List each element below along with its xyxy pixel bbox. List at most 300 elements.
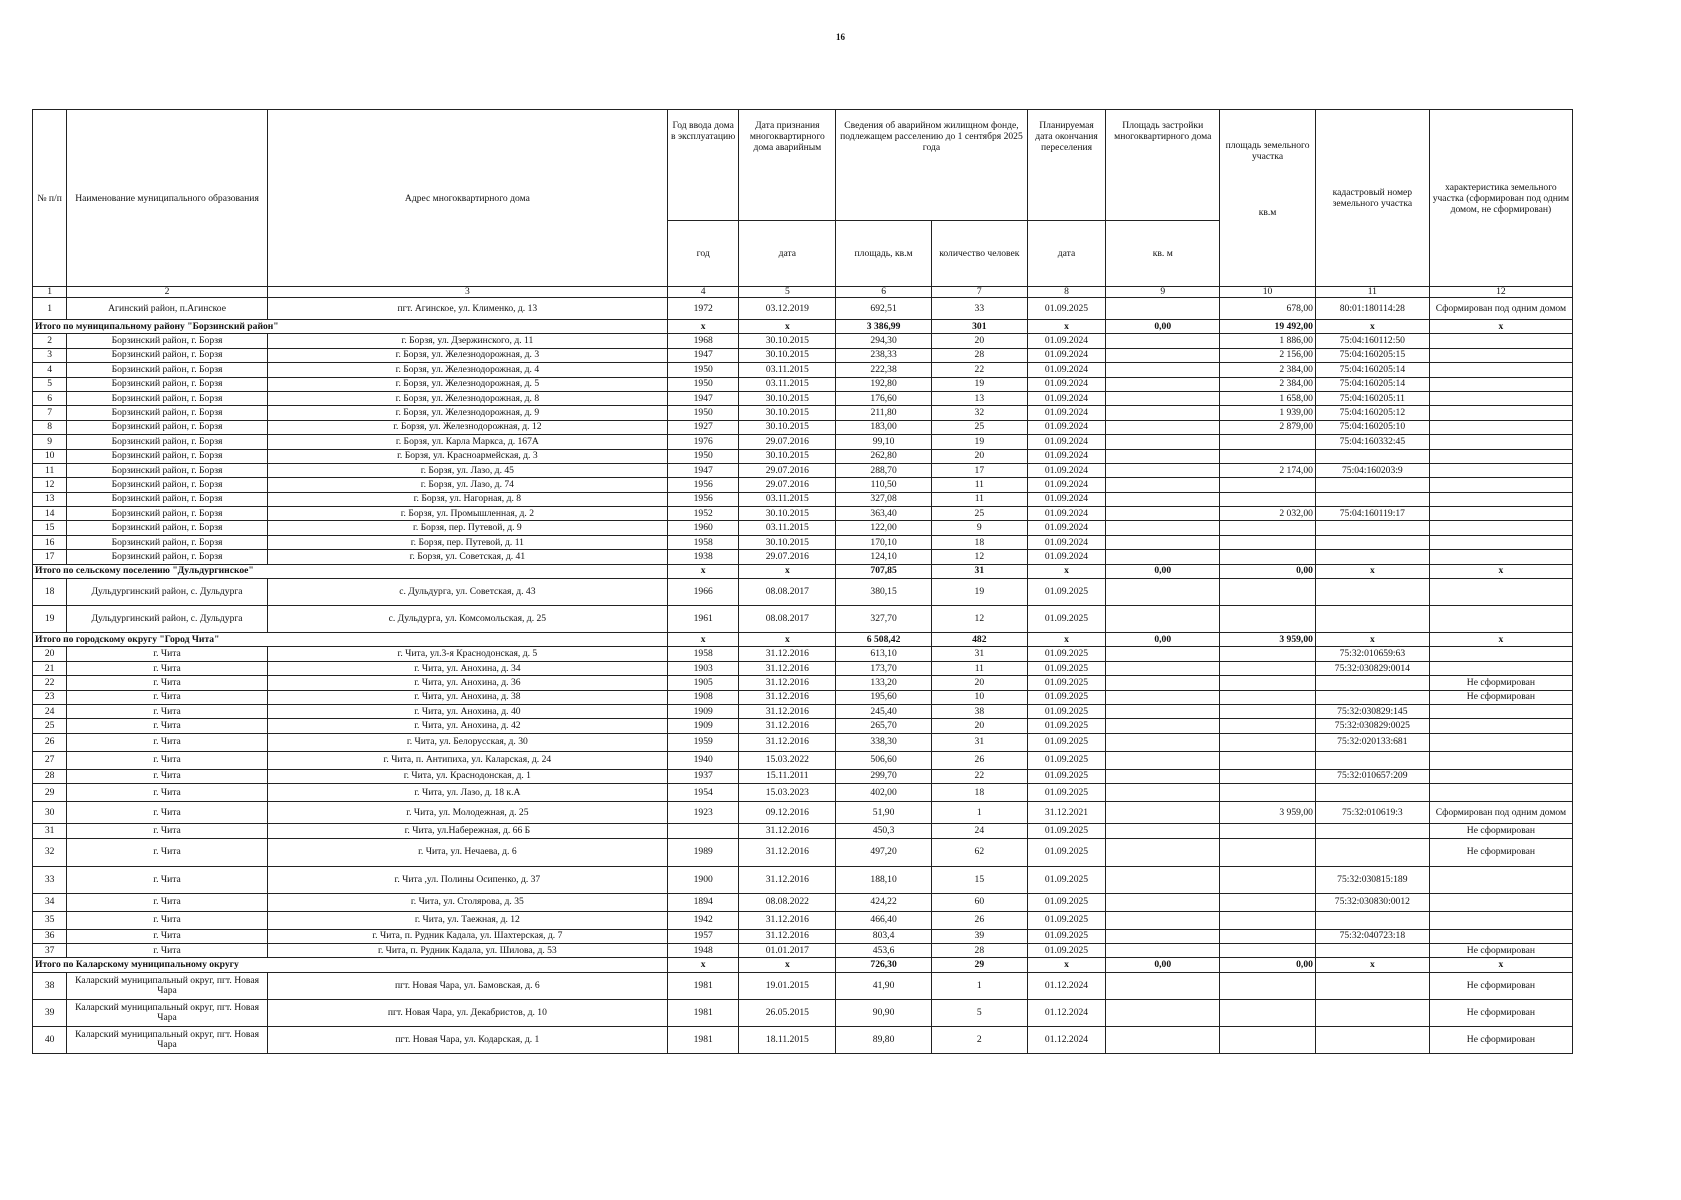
table-cell: 36 bbox=[33, 929, 67, 943]
table-cell bbox=[1429, 784, 1572, 802]
table-cell: 99,10 bbox=[836, 435, 932, 449]
table-cell: Борзинский район, г. Борзя bbox=[67, 363, 268, 377]
subtotal-cell: x bbox=[1315, 958, 1429, 972]
table-cell: 30.10.2015 bbox=[739, 449, 836, 463]
table-body bbox=[33, 298, 1573, 1054]
table-cell: 1950 bbox=[667, 363, 739, 377]
table-cell bbox=[1220, 866, 1316, 893]
table-cell: г. Чита, п. Рудник Кадала, ул. Шахтерская, д. 7 bbox=[267, 929, 667, 943]
table-cell: 1 bbox=[931, 972, 1027, 999]
table-cell: Не сформирован bbox=[1429, 1026, 1572, 1053]
table-cell: 110,50 bbox=[836, 478, 932, 492]
header-date-recognized: Дата признания многоквартирного дома аварийным bbox=[739, 110, 836, 221]
table-cell bbox=[1220, 661, 1316, 675]
table-cell: 14 bbox=[33, 507, 67, 521]
table-cell bbox=[1220, 492, 1316, 506]
table-cell bbox=[1106, 334, 1220, 348]
table-cell bbox=[1106, 733, 1220, 751]
table-cell: 170,10 bbox=[836, 535, 932, 549]
table-cell: Борзинский район, г. Борзя bbox=[67, 550, 268, 564]
table-cell bbox=[1315, 606, 1429, 633]
table-row bbox=[33, 1026, 1573, 1053]
table-cell: пгт. Новая Чара, ул. Кодарская, д. 1 bbox=[267, 1026, 667, 1053]
subtotal-cell: 301 bbox=[931, 320, 1027, 334]
table-cell: 613,10 bbox=[836, 647, 932, 661]
table-cell: 01.09.2024 bbox=[1027, 463, 1106, 477]
table-cell: Каларский муниципальный округ, пгт. Новая Чара bbox=[67, 1026, 268, 1053]
table-cell: 01.09.2024 bbox=[1027, 406, 1106, 420]
table-cell: 294,30 bbox=[836, 334, 932, 348]
table-cell bbox=[1220, 435, 1316, 449]
table-cell: 17 bbox=[33, 550, 67, 564]
table-cell: 40 bbox=[33, 1026, 67, 1053]
table-cell: Борзинский район, г. Борзя bbox=[67, 406, 268, 420]
table-cell: 15 bbox=[33, 521, 67, 535]
table-cell bbox=[1315, 751, 1429, 769]
subtotal-cell: x bbox=[667, 958, 739, 972]
table-row bbox=[33, 492, 1573, 506]
table-cell: 31 bbox=[931, 733, 1027, 751]
table-row bbox=[33, 406, 1573, 420]
table-cell: 26 bbox=[931, 751, 1027, 769]
table-row bbox=[33, 478, 1573, 492]
table-cell: 25 bbox=[931, 507, 1027, 521]
table-cell: 26 bbox=[33, 733, 67, 751]
table-cell: г. Борзя, ул. Красноармейская, д. 3 bbox=[267, 449, 667, 463]
table-cell: г. Чита bbox=[67, 866, 268, 893]
table-cell bbox=[1106, 348, 1220, 362]
table-cell bbox=[1429, 719, 1572, 733]
table-cell: 1958 bbox=[667, 647, 739, 661]
table-cell: 01.09.2025 bbox=[1027, 751, 1106, 769]
table-cell bbox=[1429, 550, 1572, 564]
table-cell bbox=[1429, 893, 1572, 911]
table-cell bbox=[1429, 751, 1572, 769]
table-cell bbox=[1220, 733, 1316, 751]
table-cell bbox=[1106, 661, 1220, 675]
table-cell: 29.07.2016 bbox=[739, 463, 836, 477]
table-cell: 9 bbox=[33, 435, 67, 449]
table-cell: 01.12.2024 bbox=[1027, 999, 1106, 1026]
table-cell: 19.01.2015 bbox=[739, 972, 836, 999]
table-cell: 33 bbox=[931, 298, 1027, 320]
table-cell: Сформирован под одним домом bbox=[1429, 802, 1572, 824]
table-cell: 27 bbox=[33, 751, 67, 769]
table-cell: 75:04:160205:14 bbox=[1315, 377, 1429, 391]
column-number: 1 bbox=[33, 287, 67, 298]
column-number: 2 bbox=[67, 287, 268, 298]
table-cell bbox=[1220, 751, 1316, 769]
table-cell: 299,70 bbox=[836, 769, 932, 783]
table-cell: 18 bbox=[931, 784, 1027, 802]
table-cell: 1 bbox=[931, 802, 1027, 824]
table-cell: г. Чита bbox=[67, 676, 268, 690]
table-cell: пгт. Новая Чара, ул. Декабристов, д. 10 bbox=[267, 999, 667, 1026]
page-number: 16 bbox=[836, 32, 845, 42]
table-cell: 222,38 bbox=[836, 363, 932, 377]
table-cell: 18.11.2015 bbox=[739, 1026, 836, 1053]
table-cell bbox=[1106, 929, 1220, 943]
table-cell bbox=[1106, 507, 1220, 521]
subtotal-cell: 19 492,00 bbox=[1220, 320, 1316, 334]
table-cell bbox=[1220, 449, 1316, 463]
table-cell: 192,80 bbox=[836, 377, 932, 391]
table-row bbox=[33, 449, 1573, 463]
table-cell bbox=[1429, 866, 1572, 893]
table-row bbox=[33, 733, 1573, 751]
table-cell: 188,10 bbox=[836, 866, 932, 893]
table-cell: г. Борзя, ул. Карла Маркса, д. 167А bbox=[267, 435, 667, 449]
table-cell bbox=[1429, 478, 1572, 492]
table-cell: 1937 bbox=[667, 769, 739, 783]
subtotal-label: Итого по Каларскому муниципальному округу bbox=[33, 958, 668, 972]
table-cell bbox=[1106, 463, 1220, 477]
subtotal-cell: 3 959,00 bbox=[1220, 633, 1316, 647]
table-cell: г. Чита bbox=[67, 784, 268, 802]
table-cell: 380,15 bbox=[836, 579, 932, 606]
table-cell: Борзинский район, г. Борзя bbox=[67, 391, 268, 405]
table-cell: г. Чита bbox=[67, 704, 268, 718]
table-cell: 1972 bbox=[667, 298, 739, 320]
table-cell bbox=[1220, 784, 1316, 802]
table-cell: 75:04:160205:10 bbox=[1315, 420, 1429, 434]
subtotal-cell: x bbox=[1027, 564, 1106, 578]
table-cell: 363,40 bbox=[836, 507, 932, 521]
table-cell bbox=[1106, 802, 1220, 824]
header-no: № п/п bbox=[33, 110, 67, 287]
table-cell: 28 bbox=[931, 943, 1027, 957]
table-cell: 2 bbox=[931, 1026, 1027, 1053]
table-cell: 23 bbox=[33, 690, 67, 704]
table-cell bbox=[1315, 972, 1429, 999]
table-cell: г. Чита, ул. Молодежная, д. 25 bbox=[267, 802, 667, 824]
table-cell: Борзинский район, г. Борзя bbox=[67, 521, 268, 535]
table-cell: 01.09.2024 bbox=[1027, 521, 1106, 535]
table-cell: 24 bbox=[931, 824, 1027, 838]
table-row bbox=[33, 377, 1573, 391]
table-cell: г. Чита, ул. Таежная, д. 12 bbox=[267, 911, 667, 929]
table-cell: 29 bbox=[33, 784, 67, 802]
table-cell: 75:32:030829:0014 bbox=[1315, 661, 1429, 675]
column-number: 9 bbox=[1106, 287, 1220, 298]
column-number: 8 bbox=[1027, 287, 1106, 298]
table-cell: 62 bbox=[931, 838, 1027, 866]
table-cell bbox=[1106, 377, 1220, 391]
table-cell: 75:32:010659:63 bbox=[1315, 647, 1429, 661]
subtotal-cell: x bbox=[1315, 633, 1429, 647]
table-cell bbox=[1106, 492, 1220, 506]
table-cell: 1960 bbox=[667, 521, 739, 535]
table-row bbox=[33, 751, 1573, 769]
table-row bbox=[33, 420, 1573, 434]
table-cell: 75:32:030829:145 bbox=[1315, 704, 1429, 718]
table-cell: г. Чита bbox=[67, 661, 268, 675]
table-cell: 75:32:030830:0012 bbox=[1315, 893, 1429, 911]
table-cell: 51,90 bbox=[836, 802, 932, 824]
table-cell bbox=[1429, 363, 1572, 377]
table-cell bbox=[1429, 492, 1572, 506]
table-cell: 25 bbox=[931, 420, 1027, 434]
table-cell: 7 bbox=[33, 406, 67, 420]
table-row bbox=[33, 866, 1573, 893]
table-cell: 497,20 bbox=[836, 838, 932, 866]
table-cell: 195,60 bbox=[836, 690, 932, 704]
table-cell: 01.01.2017 bbox=[739, 943, 836, 957]
table-cell bbox=[1106, 972, 1220, 999]
table-cell: г. Чита bbox=[67, 647, 268, 661]
subtotal-cell: x bbox=[1429, 320, 1572, 334]
table-cell: 10 bbox=[33, 449, 67, 463]
table-row bbox=[33, 463, 1573, 477]
table-cell bbox=[1220, 972, 1316, 999]
table-cell: 75:04:160205:15 bbox=[1315, 348, 1429, 362]
subtotal-cell: 0,00 bbox=[1106, 958, 1220, 972]
table-cell: 1938 bbox=[667, 550, 739, 564]
table-cell: 75:04:160205:11 bbox=[1315, 391, 1429, 405]
table-cell: Борзинский район, г. Борзя bbox=[67, 492, 268, 506]
table-cell: 692,51 bbox=[836, 298, 932, 320]
table-cell bbox=[1220, 478, 1316, 492]
table-cell: 03.11.2015 bbox=[739, 492, 836, 506]
table-cell: 173,70 bbox=[836, 661, 932, 675]
table-cell: 1947 bbox=[667, 391, 739, 405]
table-cell bbox=[1429, 391, 1572, 405]
table-cell bbox=[1315, 824, 1429, 838]
table-cell: 01.09.2025 bbox=[1027, 606, 1106, 633]
table-cell: 20 bbox=[33, 647, 67, 661]
table-cell bbox=[1220, 999, 1316, 1026]
table-cell: 01.09.2025 bbox=[1027, 929, 1106, 943]
table-cell: 01.09.2024 bbox=[1027, 550, 1106, 564]
table-cell bbox=[1106, 363, 1220, 377]
header-land-area: площадь земельного участка кв.м bbox=[1220, 110, 1316, 287]
table-row bbox=[33, 893, 1573, 911]
table-cell bbox=[1429, 911, 1572, 929]
table-cell: Дульдургинский район, с. Дульдурга bbox=[67, 579, 268, 606]
table-cell bbox=[1220, 676, 1316, 690]
table-cell: 31 bbox=[931, 647, 1027, 661]
table-cell: 450,3 bbox=[836, 824, 932, 838]
table-cell bbox=[1315, 784, 1429, 802]
table-cell: 75:04:160205:14 bbox=[1315, 363, 1429, 377]
table-cell: 34 bbox=[33, 893, 67, 911]
table-cell: 75:04:160205:12 bbox=[1315, 406, 1429, 420]
subtotal-label: Итого по муниципальному району "Борзинский район" bbox=[33, 320, 668, 334]
table-cell: 39 bbox=[33, 999, 67, 1026]
table-cell: 03.11.2015 bbox=[739, 521, 836, 535]
subtotal-cell: 31 bbox=[931, 564, 1027, 578]
table-row bbox=[33, 521, 1573, 535]
subtotal-cell: x bbox=[1315, 320, 1429, 334]
table-cell bbox=[1315, 521, 1429, 535]
table-cell: г. Чита, ул.Набережная, д. 66 Б bbox=[267, 824, 667, 838]
subtotal-cell: x bbox=[1429, 564, 1572, 578]
table-row bbox=[33, 579, 1573, 606]
table-cell bbox=[1429, 406, 1572, 420]
table-cell: 15.03.2022 bbox=[739, 751, 836, 769]
table-cell bbox=[1429, 377, 1572, 391]
table-cell: 2 156,00 bbox=[1220, 348, 1316, 362]
table-cell: 11 bbox=[931, 661, 1027, 675]
table-cell: 1954 bbox=[667, 784, 739, 802]
table-cell bbox=[1429, 733, 1572, 751]
table-cell: 75:32:030829:0025 bbox=[1315, 719, 1429, 733]
table-cell: Не сформирован bbox=[1429, 972, 1572, 999]
subtotal-label: Итого по сельскому поселению "Дульдургинское" bbox=[33, 564, 668, 578]
table-cell: 3 959,00 bbox=[1220, 802, 1316, 824]
table-cell: г. Чита bbox=[67, 690, 268, 704]
table-cell bbox=[1106, 999, 1220, 1026]
table-cell: 1908 bbox=[667, 690, 739, 704]
table-cell: 506,60 bbox=[836, 751, 932, 769]
table-cell: 20 bbox=[931, 676, 1027, 690]
table-cell: 01.09.2024 bbox=[1027, 420, 1106, 434]
table-cell: 1900 bbox=[667, 866, 739, 893]
table-cell bbox=[1106, 769, 1220, 783]
table-cell: 1950 bbox=[667, 377, 739, 391]
table-cell bbox=[1220, 550, 1316, 564]
table-cell bbox=[1220, 521, 1316, 535]
subheader-land-sqm: кв.м bbox=[1258, 207, 1277, 218]
table-cell bbox=[1106, 550, 1220, 564]
table-cell: 32 bbox=[931, 406, 1027, 420]
table-cell: г. Чита bbox=[67, 769, 268, 783]
table-cell: Не сформирован bbox=[1429, 999, 1572, 1026]
table-cell: 20 bbox=[931, 449, 1027, 463]
table-cell bbox=[1106, 521, 1220, 535]
table-cell bbox=[1315, 550, 1429, 564]
table-cell: г. Борзя, пер. Путевой, д. 9 bbox=[267, 521, 667, 535]
header-municipality: Наименование муниципального образования bbox=[67, 110, 268, 287]
table-row bbox=[33, 363, 1573, 377]
table-cell: 31.12.2016 bbox=[739, 704, 836, 718]
subtotal-cell: 0,00 bbox=[1106, 633, 1220, 647]
table-cell bbox=[1429, 661, 1572, 675]
table-cell: 01.09.2025 bbox=[1027, 719, 1106, 733]
table-cell: 15.03.2023 bbox=[739, 784, 836, 802]
table-cell: 8 bbox=[33, 420, 67, 434]
table-cell: 38 bbox=[33, 972, 67, 999]
table-cell: 1968 bbox=[667, 334, 739, 348]
table-cell: г. Чита bbox=[67, 911, 268, 929]
column-number: 10 bbox=[1220, 287, 1316, 298]
table-row bbox=[33, 802, 1573, 824]
table-cell: 1940 bbox=[667, 751, 739, 769]
table-cell bbox=[1220, 769, 1316, 783]
subtotal-cell: x bbox=[667, 633, 739, 647]
table-cell: г. Чита, ул. Анохина, д. 42 bbox=[267, 719, 667, 733]
table-cell bbox=[1220, 929, 1316, 943]
table-cell: 29.07.2016 bbox=[739, 550, 836, 564]
table-cell: 21 bbox=[33, 661, 67, 675]
table-cell: 30.10.2015 bbox=[739, 507, 836, 521]
table-cell: Борзинский район, г. Борзя bbox=[67, 420, 268, 434]
table-cell: 262,80 bbox=[836, 449, 932, 463]
table-cell: 39 bbox=[931, 929, 1027, 943]
table-cell: 01.09.2025 bbox=[1027, 676, 1106, 690]
table-cell: 803,4 bbox=[836, 929, 932, 943]
table-cell: 453,6 bbox=[836, 943, 932, 957]
table-cell: г. Чита, ул. Анохина, д. 34 bbox=[267, 661, 667, 675]
table-cell: 1894 bbox=[667, 893, 739, 911]
table-cell: 01.09.2025 bbox=[1027, 893, 1106, 911]
table-cell bbox=[1106, 579, 1220, 606]
table-cell: г. Борзя, ул. Железнодорожная, д. 12 bbox=[267, 420, 667, 434]
table-cell bbox=[1106, 893, 1220, 911]
table-cell: 31.12.2016 bbox=[739, 866, 836, 893]
table-cell: с. Дульдурга, ул. Комсомольская, д. 25 bbox=[267, 606, 667, 633]
table-cell bbox=[1106, 420, 1220, 434]
table-cell: 26 bbox=[931, 911, 1027, 929]
table-cell bbox=[1429, 606, 1572, 633]
table-cell: г. Чита, п. Антипиха, ул. Каларская, д. 24 bbox=[267, 751, 667, 769]
table-cell: г. Чита, ул. Белорусская, д. 30 bbox=[267, 733, 667, 751]
table-cell: 22 bbox=[931, 363, 1027, 377]
table-cell: 1 bbox=[33, 298, 67, 320]
subtotal-cell: x bbox=[1315, 564, 1429, 578]
table-cell: 1976 bbox=[667, 435, 739, 449]
table-cell: 1909 bbox=[667, 704, 739, 718]
table-cell: 37 bbox=[33, 943, 67, 957]
table-cell: г. Борзя, ул. Железнодорожная, д. 4 bbox=[267, 363, 667, 377]
table-cell: 265,70 bbox=[836, 719, 932, 733]
table-cell: г. Борзя, ул. Лазо, д. 45 bbox=[267, 463, 667, 477]
table-cell: 211,80 bbox=[836, 406, 932, 420]
table-cell: 31.12.2016 bbox=[739, 647, 836, 661]
table-cell bbox=[1106, 449, 1220, 463]
table-cell: 01.09.2024 bbox=[1027, 363, 1106, 377]
table-cell bbox=[1315, 449, 1429, 463]
table-cell: 03.11.2015 bbox=[739, 363, 836, 377]
table-cell: 31.12.2016 bbox=[739, 676, 836, 690]
header-address: Адрес многоквартирного дома bbox=[267, 110, 667, 287]
header-land-characteristic: характеристика земельного участка (сформирован под одним домом, не сформирован) bbox=[1429, 110, 1572, 287]
table-cell: 03.11.2015 bbox=[739, 377, 836, 391]
table-cell: 01.09.2025 bbox=[1027, 647, 1106, 661]
table-cell: Каларский муниципальный округ, пгт. Новая Чара bbox=[67, 972, 268, 999]
table-cell: г. Чита, ул. Анохина, д. 36 bbox=[267, 676, 667, 690]
table-cell: 1 658,00 bbox=[1220, 391, 1316, 405]
table-cell: г. Борзя, ул. Промышленная, д. 2 bbox=[267, 507, 667, 521]
table-cell bbox=[1220, 704, 1316, 718]
subtotal-cell: x bbox=[1429, 633, 1572, 647]
table-cell: 18 bbox=[931, 535, 1027, 549]
table-cell: 31.12.2016 bbox=[739, 733, 836, 751]
table-cell: 75:32:040723:18 bbox=[1315, 929, 1429, 943]
table-cell: 1981 bbox=[667, 999, 739, 1026]
table-cell bbox=[1106, 866, 1220, 893]
table-cell bbox=[1315, 579, 1429, 606]
table-cell bbox=[1220, 535, 1316, 549]
subheader-year: год bbox=[667, 221, 739, 287]
table-cell: г. Чита bbox=[67, 929, 268, 943]
table-cell bbox=[1315, 838, 1429, 866]
table-cell: 28 bbox=[33, 769, 67, 783]
table-cell bbox=[1220, 647, 1316, 661]
table-cell: 3 bbox=[33, 348, 67, 362]
table-cell: 20 bbox=[931, 334, 1027, 348]
table-cell bbox=[1106, 911, 1220, 929]
header-building-area: Площадь застройки многоквартирного дома bbox=[1106, 110, 1220, 221]
header-cadastral: кадастровый номер земельного участка bbox=[1315, 110, 1429, 287]
column-number: 4 bbox=[667, 287, 739, 298]
table-cell: 01.09.2024 bbox=[1027, 492, 1106, 506]
table-cell: 288,70 bbox=[836, 463, 932, 477]
table-cell: 75:32:010657:209 bbox=[1315, 769, 1429, 783]
table-row bbox=[33, 769, 1573, 783]
table-cell: 01.09.2025 bbox=[1027, 769, 1106, 783]
table-cell: 01.09.2024 bbox=[1027, 391, 1106, 405]
